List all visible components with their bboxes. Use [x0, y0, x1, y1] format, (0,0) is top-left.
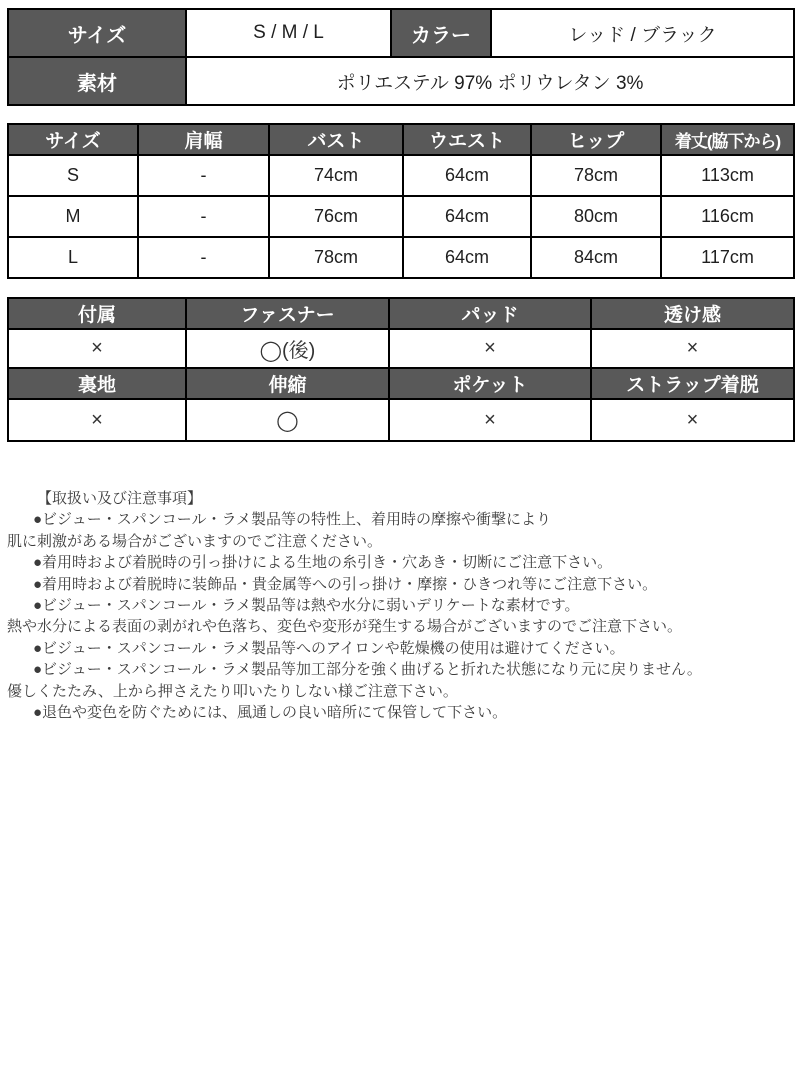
size-cell: 78cm [531, 155, 661, 196]
feature-header-lining: 裏地 [8, 368, 186, 399]
size-table-header-row [8, 124, 794, 155]
col-header-size: サイズ [8, 124, 138, 155]
feature-header-strap: ストラップ着脱 [591, 368, 794, 399]
material-label-cell: 素材 [8, 57, 186, 105]
size-cell: 117cm [661, 237, 794, 278]
feature-value-fastener: ◯(後) [186, 329, 389, 368]
size-cell: 78cm [269, 237, 403, 278]
size-cell: M [8, 196, 138, 237]
notes-line: ●ビジュー・スパンコール・ラメ製品等は熱や水分に弱いデリケートな素材です。 [33, 597, 580, 615]
feature-header-stretch: 伸縮 [186, 368, 389, 399]
notes-line: ●ビジュー・スパンコール・ラメ製品等の特性上、着用時の摩擦や衝撃により [33, 511, 552, 529]
feature-header-fastener: ファスナー [186, 298, 389, 329]
notes-line: 優しくたたみ、上から押さえたり叩いたりしない様ご注意下さい。 [7, 682, 458, 700]
size-row-l [8, 237, 794, 278]
feature-value-pad: × [389, 329, 591, 368]
feature-value-sheerness: × [591, 329, 794, 368]
size-cell: 76cm [269, 196, 403, 237]
size-cell: 116cm [661, 196, 794, 237]
size-label-cell: サイズ [8, 9, 186, 57]
notes-line: ●ビジュー・スパンコール・ラメ製品等へのアイロンや乾燥機の使用は避けてください。 [33, 639, 625, 657]
size-cell: - [138, 196, 269, 237]
size-cell: 74cm [269, 155, 403, 196]
notes-line: 肌に刺激がある場合がございますのでご注意ください。 [7, 532, 383, 550]
product-info-table [7, 8, 795, 106]
feature-header-pad: パッド [389, 298, 591, 329]
col-header-waist: ウエスト [403, 124, 531, 155]
material-value-cell: ポリエステル 97% ポリウレタン 3% [186, 57, 794, 105]
feature-value-lining: × [8, 399, 186, 441]
notes-title: 【取扱い及び注意事項】 [37, 490, 203, 507]
size-row-s [8, 155, 794, 196]
notes-line: ●退色や変色を防ぐためには、風通しの良い暗所にて保管して下さい。 [33, 704, 508, 722]
size-cell: 64cm [403, 155, 531, 196]
notes-line: 熱や水分による表面の剥がれや色落ち、変色や変形が発生する場合がございますのでご注意下さい。 [7, 618, 683, 636]
feature-value-strap: × [591, 399, 794, 441]
size-measurements-table [7, 123, 795, 279]
features-table [7, 297, 795, 442]
size-row-m [8, 196, 794, 237]
size-cell: 84cm [531, 237, 661, 278]
size-cell: 64cm [403, 237, 531, 278]
feature-header-row-2 [8, 368, 794, 399]
feature-value-row-2 [8, 399, 794, 441]
col-header-shoulder: 肩幅 [138, 124, 269, 155]
col-header-length: 着丈(脇下から) [661, 124, 794, 155]
size-cell: - [138, 237, 269, 278]
size-value-cell: S / M / L [186, 9, 391, 57]
size-cell: - [138, 155, 269, 196]
handling-notes [7, 488, 793, 723]
info-row-size-color [8, 9, 794, 57]
feature-value-pocket: × [389, 399, 591, 441]
size-cell: 113cm [661, 155, 794, 196]
size-cell: L [8, 237, 138, 278]
col-header-hip: ヒップ [531, 124, 661, 155]
notes-line: ●ビジュー・スパンコール・ラメ製品等加工部分を強く曲げると折れた状態になり元に戻りません。 [33, 661, 702, 679]
col-header-bust: バスト [269, 124, 403, 155]
color-label-cell: カラー [391, 9, 491, 57]
feature-header-pocket: ポケット [389, 368, 591, 399]
size-cell: 80cm [531, 196, 661, 237]
size-cell: 64cm [403, 196, 531, 237]
info-row-material [8, 57, 794, 105]
notes-line: ●着用時および着脱時の引っ掛けによる生地の糸引き・穴あき・切断にご注意下さい。 [33, 554, 613, 572]
feature-value-stretch: ◯ [186, 399, 389, 441]
size-cell: S [8, 155, 138, 196]
feature-value-accessory: × [8, 329, 186, 368]
color-value-cell: レッド / ブラック [491, 9, 794, 57]
feature-header-accessory: 付属 [8, 298, 186, 329]
notes-line: ●着用時および着脱時に装飾品・貴金属等への引っ掛け・摩擦・ひきつれ等にご注意下さい。 [33, 575, 658, 593]
feature-value-row-1 [8, 329, 794, 368]
feature-header-row-1 [8, 298, 794, 329]
feature-header-sheerness: 透け感 [591, 298, 794, 329]
